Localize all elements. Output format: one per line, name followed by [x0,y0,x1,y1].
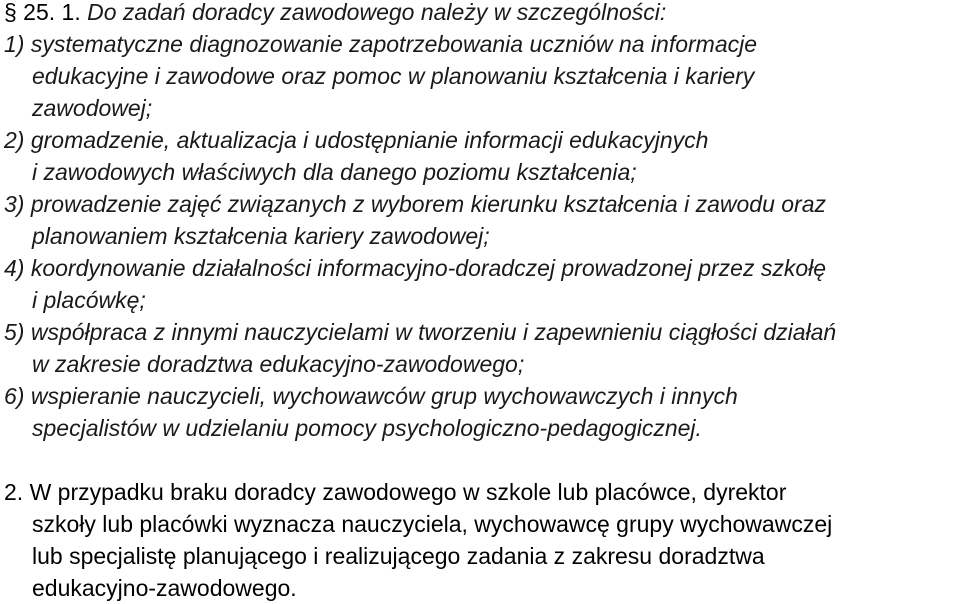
paragraph-2-line-4: edukacyjno-zawodowego. [32,575,297,601]
item-6-line-1: 6) wspieranie nauczycieli, wychowawców grup wychowawczych i innych [4,383,738,409]
item-5-line-1: 5) współpraca z innymi nauczycielami w tworzeniu i zapewnieniu ciągłości działań [4,319,837,345]
item-2-line-2: i zawodowych właściwych dla danego poziomu kształcenia; [32,159,637,185]
paragraph-2-line-1: 2. W przypadku braku doradcy zawodowego w szkole lub placówce, dyrektor [4,479,787,505]
section-heading-line [4,0,666,28]
item-3-line-1: 3) prowadzenie zajęć związanych z wyborem kierunku kształcenia i zawodu oraz [4,191,826,217]
item-2-line-1: 2) gromadzenie, aktualizacja i udostępnianie informacji edukacyjnych [4,127,709,153]
paragraph-2-line-3: lub specjalistę planującego i realizującego zadania z zakresu doradztwa [32,543,765,569]
section-heading: Do zadań doradcy zawodowego należy w szczególności: [87,0,667,25]
item-1-line-3: zawodowej; [32,95,153,121]
item-4-line-1: 4) koordynowanie działalności informacyjno-doradczej prowadzonej przez szkołę [4,255,827,281]
paragraph-2-line-2: szkoły lub placówki wyznacza nauczyciela, wychowawcę grupy wychowawczej [32,511,833,537]
item-1-line-2: edukacyjne i zawodowe oraz pomoc w planowaniu kształcenia i kariery [32,63,755,89]
section-number: § 25. 1. [4,0,81,25]
item-1-line-1: 1) systematyczne diagnozowanie zapotrzebowania uczniów na informacje [4,31,758,57]
item-4-line-2: i placówkę; [32,287,146,313]
item-6-line-2: specjalistów w udzielaniu pomocy psychologiczno-pedagogicznej. [32,415,702,441]
item-3-line-2: planowaniem kształcenia kariery zawodowej; [32,223,490,249]
item-5-line-2: w zakresie doradztwa edukacyjno-zawodowego; [32,351,525,377]
